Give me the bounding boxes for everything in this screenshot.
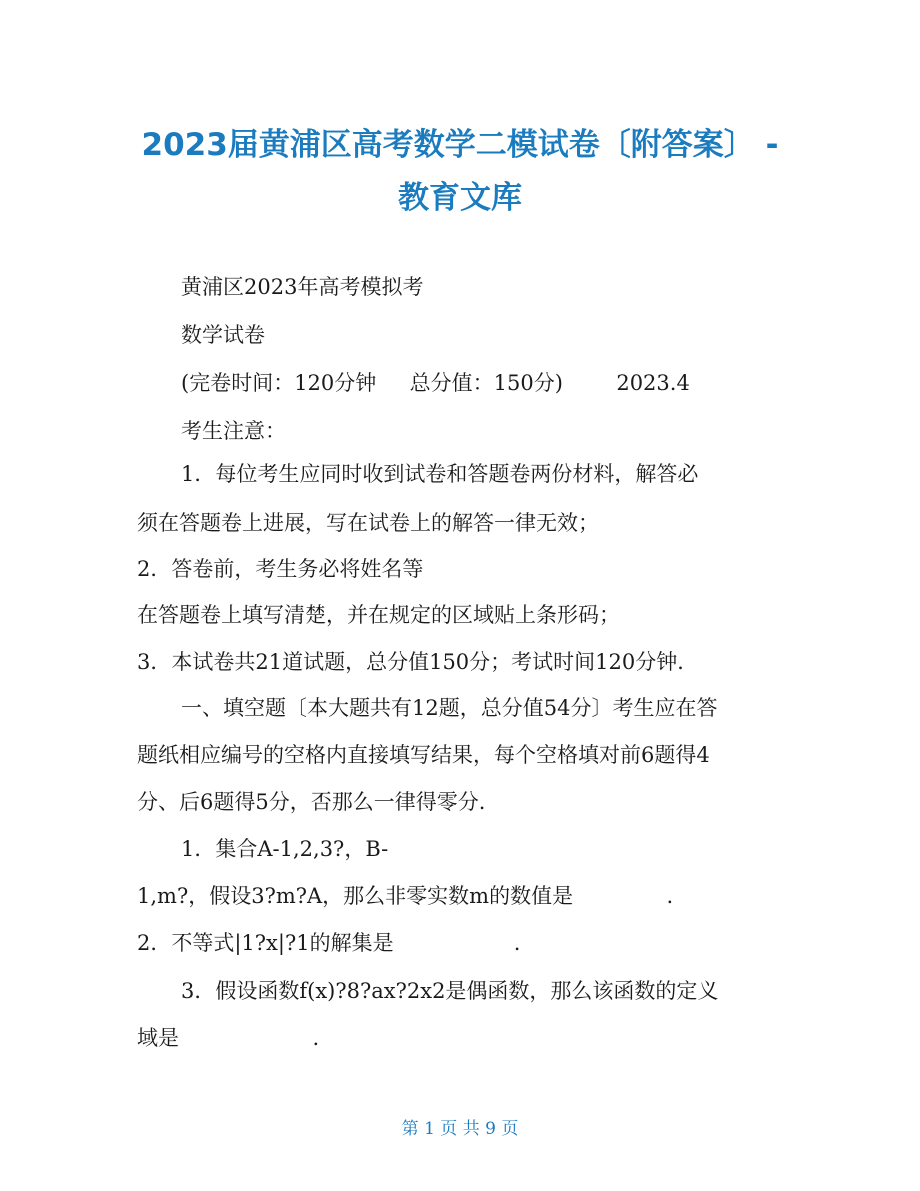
question-1-line-2: 1,m?，假设3?m?A，那么非零实数m的数值是 . <box>137 884 674 908</box>
notice-item-2-line-1: 2．答卷前，考生务必将姓名等 <box>137 557 424 581</box>
page-indicator: 第 1 页 共 9 页 <box>401 1119 519 1139</box>
exam-header-subject: 数学试卷 <box>181 323 265 347</box>
section-1-line-2: 题纸相应编号的空格内直接填写结果，每个空格填对前6题得4 <box>137 743 710 767</box>
question-1-line-1: 1．集合A-1,2,3?，B- <box>181 837 389 861</box>
section-1-line-1: 一、填空题〔本大题共有12题，总分值54分〕考生应在答 <box>181 696 718 720</box>
notice-item-2-line-2: 在答题卷上填写清楚，并在规定的区域贴上条形码； <box>137 603 620 627</box>
document-title-line-2: 教育文库 <box>398 180 522 216</box>
question-3-line-2: 域是 . <box>137 1026 320 1050</box>
notice-item-1-line-2: 须在答题卷上进展，写在试卷上的解答一律无效； <box>137 511 599 535</box>
notice-heading: 考生注意： <box>181 419 286 443</box>
exam-header-time-info: (完卷时间：120分钟 总分值：150分) 2023.4 <box>181 371 690 395</box>
document-title-line-1: 2023届黄浦区高考数学二模试卷〔附答案〕 - <box>141 127 779 163</box>
notice-item-1-line-1: 1．每位考生应同时收到试卷和答题卷两份材料，解答必 <box>181 462 699 486</box>
section-1-line-3: 分、后6题得5分，否那么一律得零分. <box>137 790 486 814</box>
question-3-line-1: 3．假设函数f(x)?8?ax?2x2是偶函数，那么该函数的定义 <box>181 979 719 1003</box>
question-2: 2．不等式|1?x|?1的解集是 . <box>137 931 521 955</box>
exam-header-district: 黄浦区2023年高考模拟考 <box>181 275 424 299</box>
notice-item-3: 3．本试卷共21道试题，总分值150分；考试时间120分钟． <box>137 650 699 674</box>
